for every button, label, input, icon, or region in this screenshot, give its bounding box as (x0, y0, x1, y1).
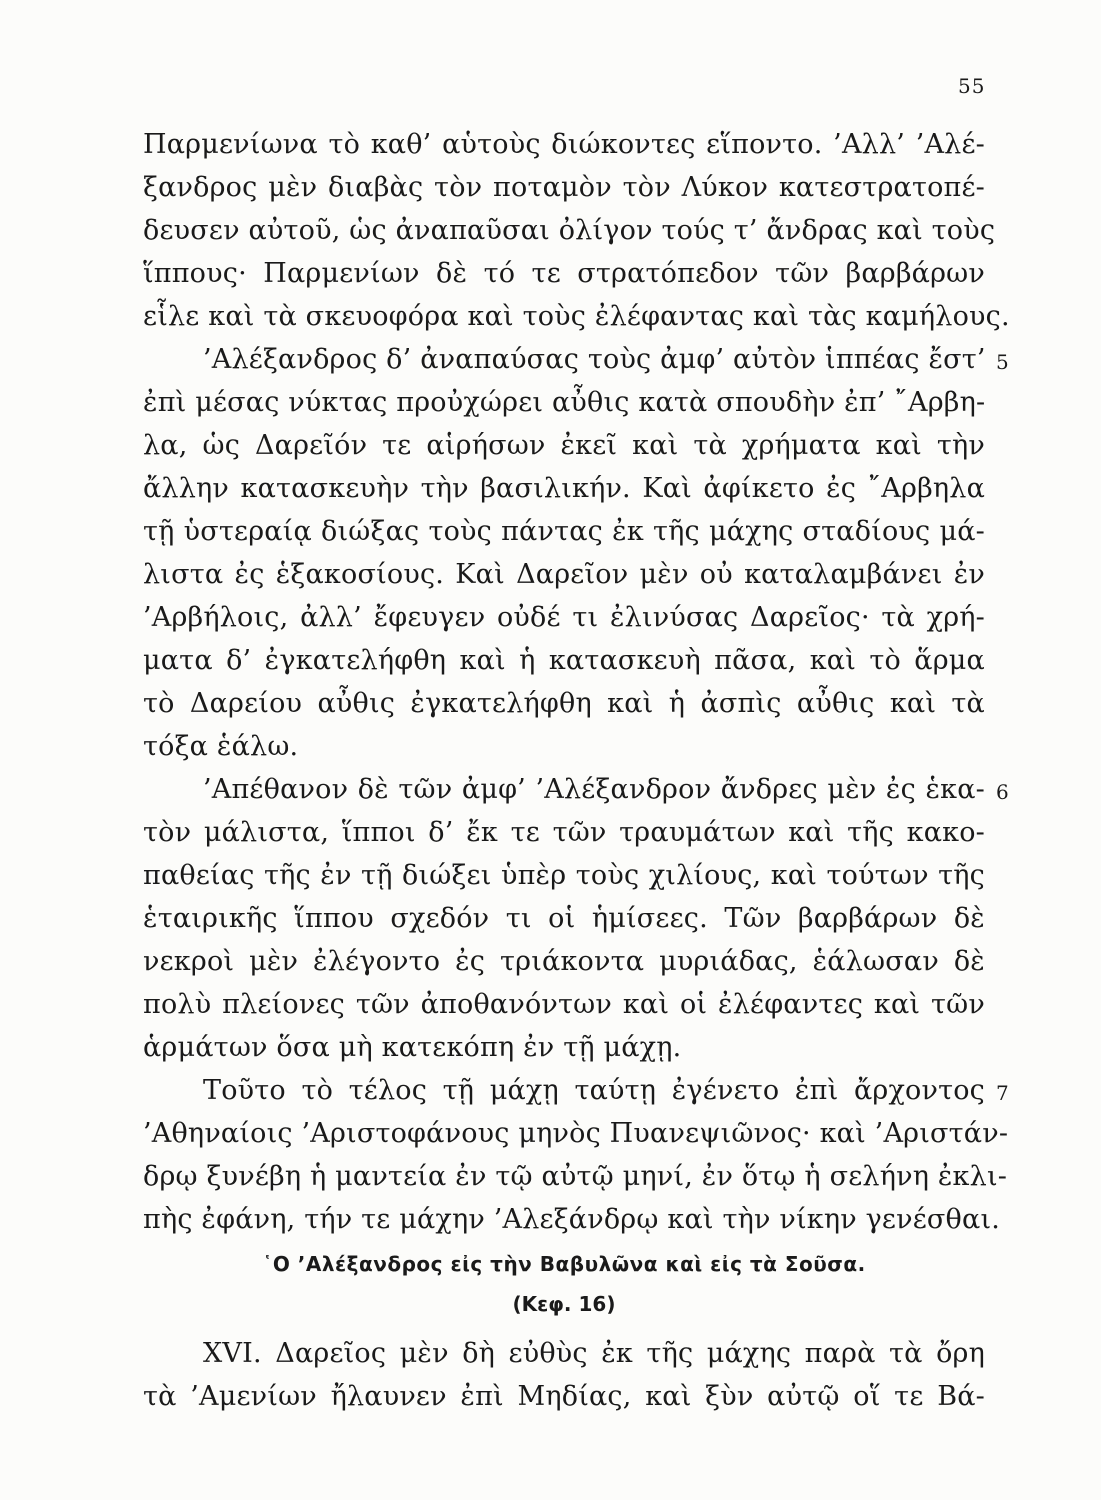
text-line: λιστα ἐς ἑξακοσίους. Καὶ Δαρεῖον μὲν οὐ καταλαμβάνει ἐν (143, 559, 985, 590)
text-line: ματα δ’ ἐγκατελήφθη καὶ ἡ κατασκευὴ πᾶσα, καὶ τὸ ἅρμα (143, 645, 985, 676)
section-heading: ῾Ο ’Αλέξανδρος εἰς τὴν Βαβυλῶνα καὶ εἰς τὰ Σοῦσα. (262, 1252, 866, 1276)
text-line: τόξα ἑάλω. (143, 731, 299, 762)
text-line: εἷλε καὶ τὰ σκευοφόρα καὶ τοὺς ἐλέφαντας καὶ τὰς καμήλους. (143, 301, 1010, 332)
text-line: XVI. Δαρεῖος μὲν δὴ εὐθὺς ἐκ τῆς μάχης παρὰ τὰ ὄρη (203, 1338, 985, 1369)
text-line: δρῳ ξυνέβη ἡ μαντεία ἐν τῷ αὐτῷ μηνί, ἐν ὅτῳ ἡ σελήνη ἐκλι- (143, 1161, 1008, 1192)
text-line: τὸ Δαρείου αὖθις ἐγκατελήφθη καὶ ἡ ἀσπὶς αὖθις καὶ τὰ (143, 688, 985, 719)
text-line: τὰ ’Αμενίων ἤλαυνεν ἐπὶ Μηδίας, καὶ ξὺν αὐτῷ οἵ τε Βά- (143, 1381, 985, 1412)
text-line: παθείας τῆς ἐν τῇ διώξει ὑπὲρ τοὺς χιλίους, καὶ τούτων τῆς (143, 860, 985, 891)
text-line: Τοῦτο τὸ τέλος τῇ μάχῃ ταύτῃ ἐγένετο ἐπὶ ἄρχοντος (203, 1075, 985, 1106)
text-line: νεκροὶ μὲν ἐλέγοντο ἐς τριάκοντα μυριάδας, ἑάλωσαν δὲ (143, 946, 985, 977)
text-line: ξανδρος μὲν διαβὰς τὸν ποταμὸν τὸν Λύκον κατεστρατοπέ- (143, 172, 985, 203)
text-line: ’Απέθανον δὲ τῶν ἀμφ’ ’Αλέξανδρον ἄνδρες μὲν ἐς ἑκα- (203, 774, 985, 805)
text-line: ἑταιρικῆς ἵππου σχεδόν τι οἱ ἡμίσεες. Τῶν βαρβάρων δὲ (143, 903, 985, 934)
chapter-reference: (Κεφ. 16) (512, 1292, 616, 1316)
text-line: πὴς ἐφάνη, τήν τε μάχην ’Αλεξάνδρῳ καὶ τὴν νίκην γενέσθαι. (143, 1204, 1001, 1235)
text-line: ’Αρβήλοις, ἀλλ’ ἔφευγεν οὐδέ τι ἐλινύσας Δαρεῖος· τὰ χρή- (143, 602, 985, 633)
text-line: δευσεν αὐτοῦ, ὡς ἀναπαῦσαι ὀλίγον τούς τ’ ἄνδρας καὶ τοὺς (143, 215, 996, 246)
text-line: ’Αλέξανδρος δ’ ἀναπαύσας τοὺς ἀμφ’ αὐτὸν ἱππέας ἔστ’ (203, 344, 986, 375)
section-number: 5 (996, 350, 1009, 374)
text-line: τὸν μάλιστα, ἵπποι δ’ ἔκ τε τῶν τραυμάτων καὶ τῆς κακο- (143, 817, 985, 848)
text-line: ἵππους· Παρμενίων δὲ τό τε στρατόπεδον τῶν βαρβάρων (143, 258, 985, 289)
text-line: Παρμενίωνα τὸ καθ’ αὑτοὺς διώκοντες εἵποντο. ’Αλλ’ ’Αλέ- (143, 129, 985, 160)
text-line: πολὺ πλείονες τῶν ἀποθανόντων καὶ οἱ ἐλέφαντες καὶ τῶν (143, 989, 985, 1020)
text-line: ἄλλην κατασκευὴν τὴν βασιλικήν. Καὶ ἀφίκετο ἐς ῎Αρβηλα (143, 473, 985, 504)
section-number: 6 (996, 780, 1009, 804)
text-line: ἐπὶ μέσας νύκτας προὐχώρει αὖθις κατὰ σπουδὴν ἐπ’ ῎Αρβη- (143, 387, 986, 418)
text-line: ’Αθηναίοις ’Αριστοφάνους μηνὸς Πυανεψιῶνος· καὶ ’Αριστάν- (143, 1118, 1009, 1149)
text-line: ἁρμάτων ὅσα μὴ κατεκόπη ἐν τῇ μάχῃ. (143, 1032, 682, 1063)
text-line: λα, ὡς Δαρεῖόν τε αἱρήσων ἐκεῖ καὶ τὰ χρήματα καὶ τὴν (143, 430, 985, 461)
text-line: τῇ ὑστεραίᾳ διώξας τοὺς πάντας ἐκ τῆς μάχης σταδίους μά- (143, 516, 985, 547)
page-number: 55 (958, 74, 986, 98)
section-number: 7 (996, 1081, 1009, 1105)
